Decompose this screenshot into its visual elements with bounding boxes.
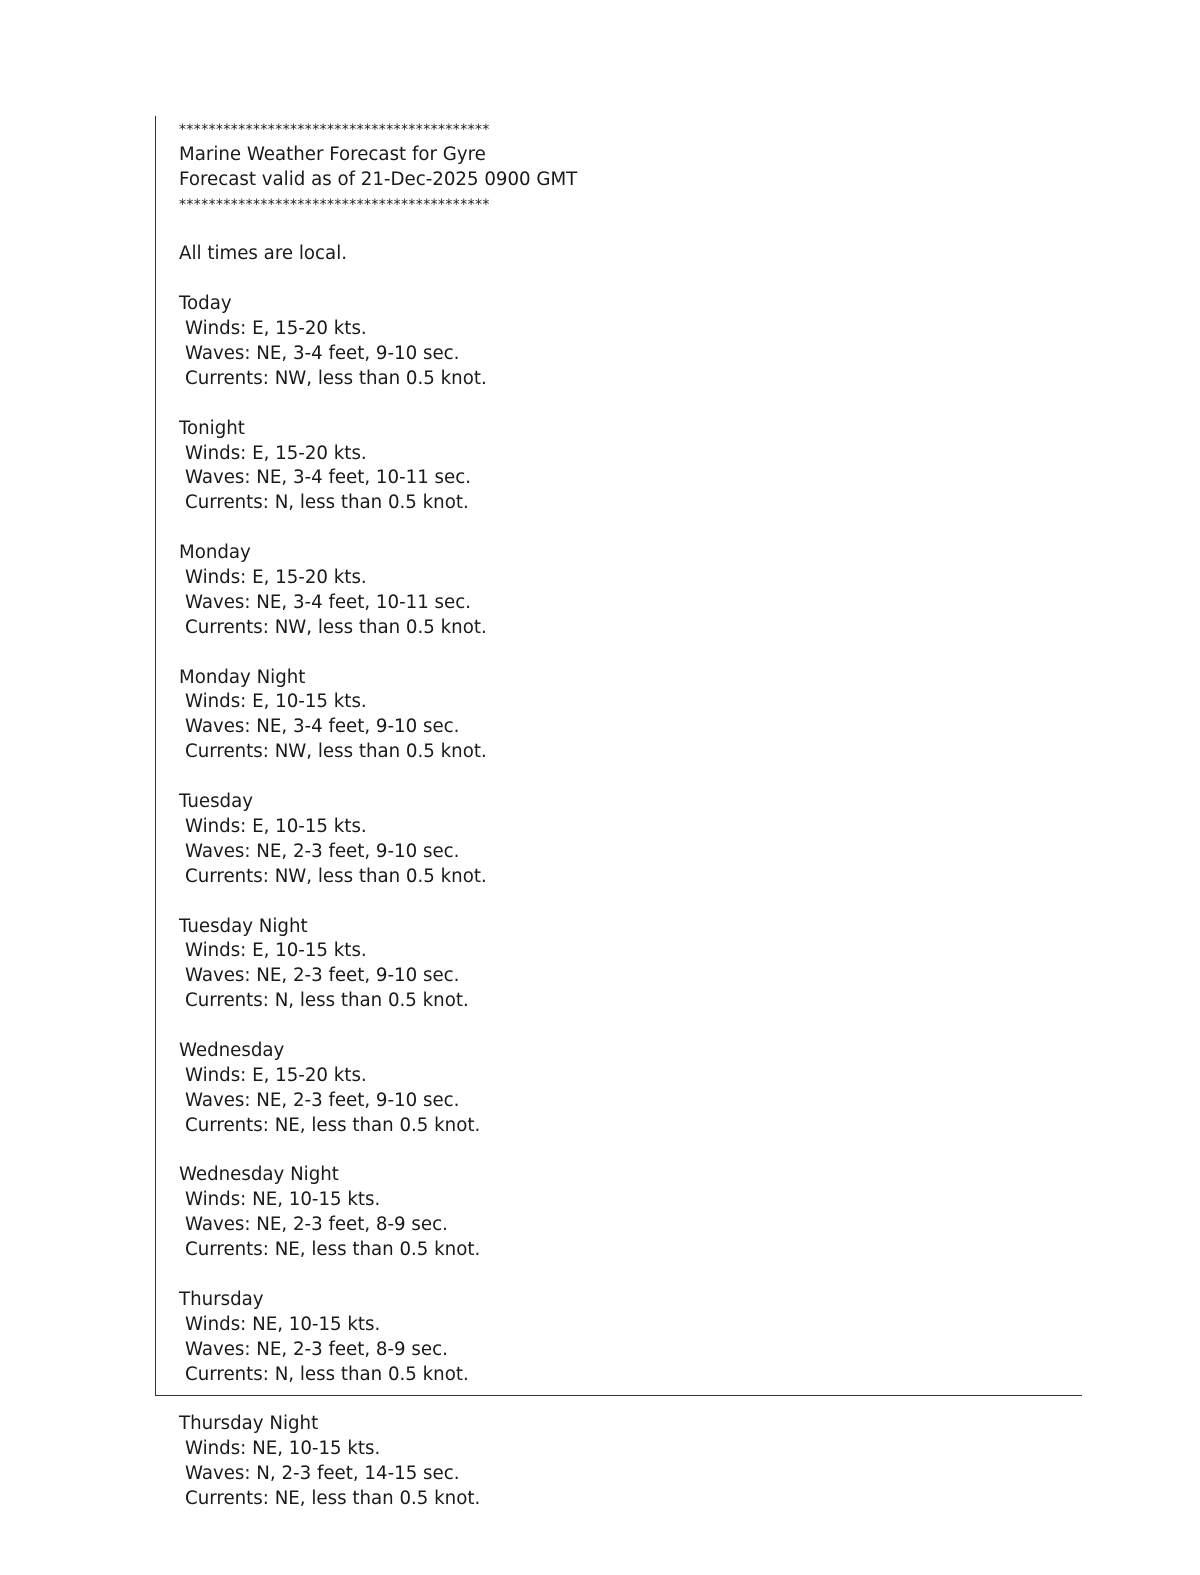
- waves-line: Waves: N, 2-3 feet, 14-15 sec.: [185, 1463, 460, 1485]
- winds-line: Winds: E, 10-15 kts.: [185, 815, 367, 837]
- period-name: Monday Night: [179, 666, 306, 688]
- forecast-period: [179, 1039, 577, 1139]
- waves-line: Waves: NE, 3-4 feet, 10-11 sec.: [185, 467, 471, 489]
- forecast-valid-time: Forecast valid as of 21-Dec-2025 0900 GMT: [179, 168, 578, 190]
- currents-line: Currents: NW, less than 0.5 knot.: [185, 865, 487, 887]
- currents-line: Currents: NW, less than 0.5 knot.: [185, 616, 487, 638]
- forecast-period: [179, 915, 577, 1015]
- waves-line: Waves: NE, 2-3 feet, 8-9 sec.: [185, 1214, 448, 1236]
- currents-line: Currents: NE, less than 0.5 knot.: [185, 1114, 481, 1136]
- waves-line: Waves: NE, 3-4 feet, 9-10 sec.: [185, 343, 460, 365]
- forecast-periods: [179, 292, 577, 1512]
- winds-line: Winds: E, 15-20 kts.: [185, 1064, 367, 1086]
- header-stars-top: ******************************************: [179, 122, 490, 138]
- spacer: [179, 218, 577, 243]
- forecast-period: [179, 790, 577, 890]
- winds-line: Winds: NE, 10-15 kts.: [185, 1438, 381, 1460]
- period-name: Tonight: [179, 417, 245, 439]
- winds-line: Winds: E, 10-15 kts.: [185, 691, 367, 713]
- forecast-document: [179, 118, 577, 1512]
- period-name: Tuesday: [179, 791, 253, 813]
- waves-line: Waves: NE, 3-4 feet, 10-11 sec.: [185, 591, 471, 613]
- waves-line: Waves: NE, 2-3 feet, 9-10 sec.: [185, 840, 460, 862]
- winds-line: Winds: NE, 10-15 kts.: [185, 1189, 381, 1211]
- period-name: Thursday Night: [179, 1413, 319, 1435]
- period-name: Wednesday Night: [179, 1164, 339, 1186]
- period-name: Tuesday Night: [179, 915, 308, 937]
- forecast-title: Marine Weather Forecast for Gyre: [179, 143, 486, 165]
- waves-line: Waves: NE, 3-4 feet, 9-10 sec.: [185, 716, 460, 738]
- waves-line: Waves: NE, 2-3 feet, 9-10 sec.: [185, 965, 460, 987]
- currents-line: Currents: N, less than 0.5 knot.: [185, 990, 469, 1012]
- currents-line: Currents: NW, less than 0.5 knot.: [185, 367, 487, 389]
- forecast-period: [179, 1163, 577, 1263]
- period-name: Monday: [179, 542, 251, 564]
- period-name: Thursday: [179, 1288, 264, 1310]
- waves-line: Waves: NE, 2-3 feet, 9-10 sec.: [185, 1089, 460, 1111]
- waves-line: Waves: NE, 2-3 feet, 8-9 sec.: [185, 1338, 448, 1360]
- period-name: Today: [179, 293, 232, 315]
- winds-line: Winds: E, 10-15 kts.: [185, 940, 367, 962]
- forecast-period: [179, 541, 577, 641]
- currents-line: Currents: N, less than 0.5 knot.: [185, 492, 469, 514]
- forecast-period: [179, 1288, 577, 1388]
- forecast-period: [179, 666, 577, 766]
- currents-line: Currents: N, less than 0.5 knot.: [185, 1363, 469, 1385]
- currents-line: Currents: NE, less than 0.5 knot.: [185, 1239, 481, 1261]
- forecast-period: [179, 417, 577, 517]
- header-stars-bottom: ******************************************: [179, 196, 490, 213]
- frame-left-rule: [155, 116, 156, 1396]
- winds-line: Winds: E, 15-20 kts.: [185, 567, 367, 589]
- times-note: All times are local.: [179, 243, 348, 265]
- period-name: Wednesday: [179, 1039, 285, 1061]
- winds-line: Winds: NE, 10-15 kts.: [185, 1313, 381, 1335]
- winds-line: Winds: E, 15-20 kts.: [185, 442, 367, 464]
- currents-line: Currents: NE, less than 0.5 knot.: [185, 1487, 481, 1509]
- winds-line: Winds: E, 15-20 kts.: [185, 318, 367, 340]
- currents-line: Currents: NW, less than 0.5 knot.: [185, 741, 487, 763]
- forecast-period: [179, 1412, 577, 1512]
- forecast-period: [179, 292, 577, 392]
